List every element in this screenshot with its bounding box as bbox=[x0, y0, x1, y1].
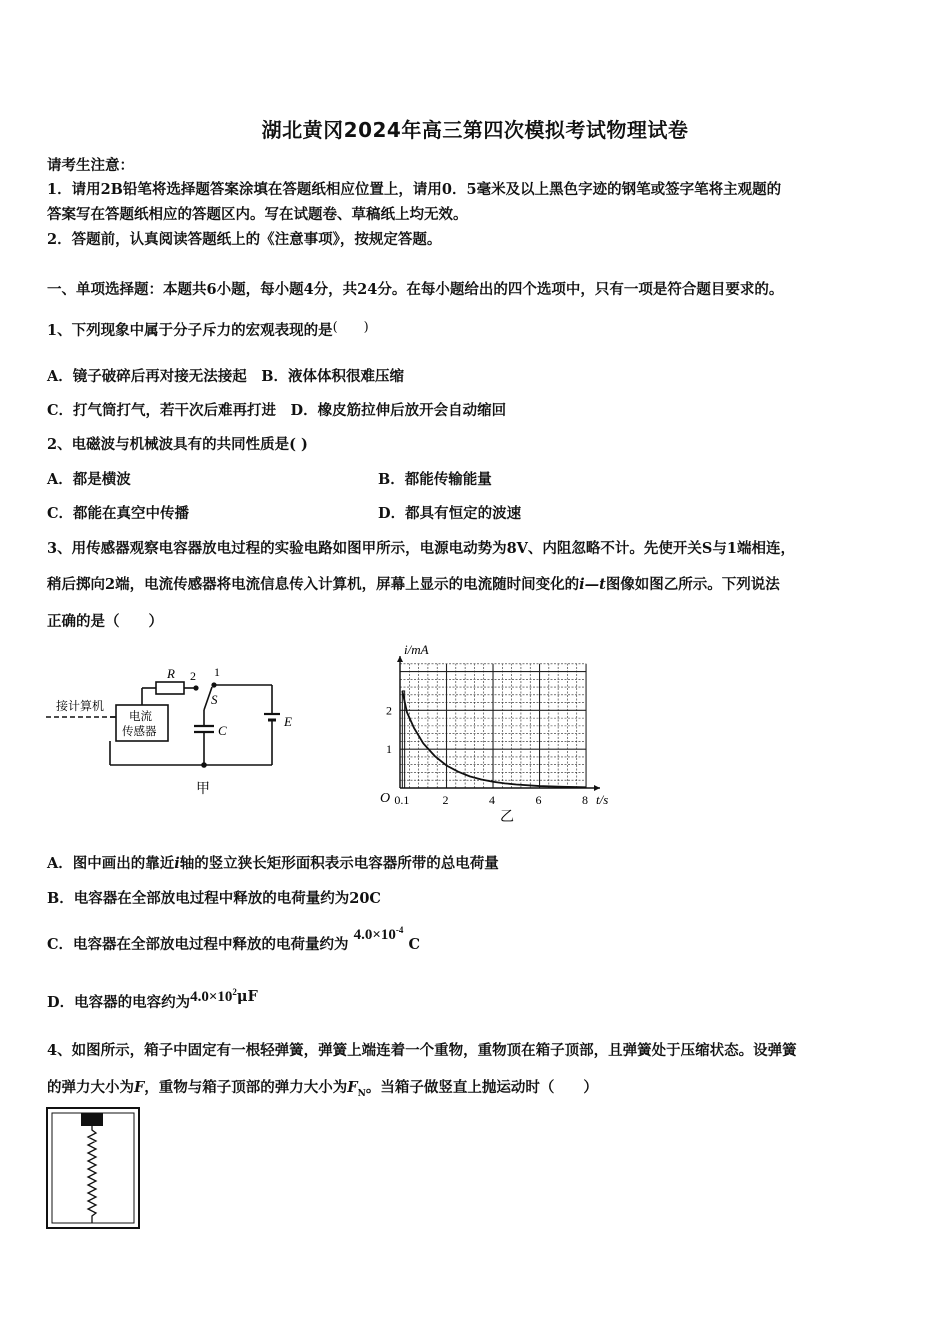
q4-line2-c: 。当箱子做竖直上抛运动时（ ） bbox=[365, 1079, 598, 1096]
narrow-rect-bar bbox=[402, 691, 404, 788]
q1-stem bbox=[47, 316, 369, 340]
y-axis-arrow bbox=[397, 656, 403, 662]
q3-option-d-pre: D．电容器的电容约为 bbox=[47, 994, 191, 1011]
q1-options-ab: A．镜子破碎后再对接无法接起 B．液体体积很难压缩 bbox=[47, 368, 405, 385]
q4-stem-line1: 4、如图所示，箱子中固定有一根轻弹簧，弹簧上端连着一个重物，重物顶在箱子顶部，且弹簧处于压缩状态。设弹簧 bbox=[47, 1042, 797, 1059]
notice-item-1a: 1．请用2B铅笔将选择题答案涂填在答题纸相应位置上，请用0．5毫米及以上黑色字迹的钢笔或签字笔将主观题的 bbox=[47, 181, 782, 198]
q4-line2-a: 的弹力大小为 bbox=[47, 1079, 134, 1096]
spring-coil bbox=[88, 1126, 96, 1223]
pos1-label: 1 bbox=[214, 665, 220, 679]
q3-option-c-expr bbox=[354, 927, 404, 943]
e-label: E bbox=[284, 714, 292, 729]
chart-grid bbox=[400, 664, 586, 788]
q2-option-d: D．都具有恒定的波速 bbox=[378, 505, 522, 522]
it-chart bbox=[378, 640, 628, 825]
origin-label: O bbox=[380, 791, 391, 806]
q4-FN-symbol: F bbox=[347, 1079, 358, 1096]
pos2-label: 2 bbox=[190, 669, 196, 683]
y-tick-label: 1 bbox=[386, 742, 392, 757]
q3-option-c-unit: C bbox=[408, 936, 421, 953]
q4-F-symbol: F bbox=[134, 1079, 145, 1096]
q1-paren: ( ) bbox=[332, 320, 369, 335]
contact-2 bbox=[194, 686, 198, 690]
x-tick-label: 8 bbox=[582, 793, 589, 807]
q1-options-cd: C．打气筒打气，若干次后难再打进 D．橡皮筋拉伸后放开会自动缩回 bbox=[47, 402, 507, 419]
q2-option-b: B．都能传输能量 bbox=[378, 471, 492, 488]
spring-box-diagram bbox=[45, 1106, 141, 1230]
weight-block bbox=[81, 1113, 103, 1126]
computer-label: 接计算机 bbox=[56, 699, 105, 713]
q2-option-a: A．都是横波 bbox=[47, 471, 131, 488]
chart-bar bbox=[402, 691, 404, 788]
q4-line2-b: ，重物与箱子顶部的弹力大小为 bbox=[144, 1079, 348, 1096]
y-tick-label: 2 bbox=[386, 703, 392, 718]
x-axis-label: t/s bbox=[596, 792, 609, 807]
c-label: C bbox=[218, 723, 227, 738]
q3-option-d-val: 4.0×10 bbox=[190, 989, 233, 1005]
q2-stem: 2、电磁波与机械波具有的共同性质是( ) bbox=[47, 436, 308, 453]
q3-stem-line2 bbox=[47, 573, 780, 594]
q3-option-d bbox=[47, 987, 258, 1012]
sensor-label-1: 电流 bbox=[129, 711, 152, 723]
x-axis-arrow bbox=[594, 785, 600, 791]
x-tick-label: 4 bbox=[489, 793, 496, 807]
discharge-curve bbox=[402, 691, 586, 787]
q1-stem-text: 1、下列现象中属于分子斥力的宏观表现的是 bbox=[47, 322, 333, 339]
resistor bbox=[156, 682, 184, 694]
q4-N-subscript: N bbox=[357, 1088, 366, 1099]
notice-heading: 请考生注意： bbox=[47, 157, 134, 174]
x-tick-label: 6 bbox=[535, 793, 542, 807]
q3-stem-line1: 3、用传感器观察电容器放电过程的实验电路如图甲所示，电源电动势为8V、内阻忽略不计。先使开关S与1端相连， bbox=[47, 540, 795, 557]
q3-option-a-post: 轴的竖立狭长矩形面积表示电容器所带的总电荷量 bbox=[179, 855, 499, 872]
q3-option-c-pre: C．电容器在全部放电过程中释放的电荷量约为 bbox=[47, 936, 349, 953]
q3-stem-line3: 正确的是（ ） bbox=[47, 613, 163, 630]
circuit-diagram bbox=[44, 660, 324, 820]
q3-option-d-exp: 2 bbox=[232, 987, 237, 997]
section-heading: 一、单项选择题：本题共6小题，每小题4分，共24分。在每小题给出的四个选项中，只有一项是符合题目要求的。 bbox=[47, 281, 784, 298]
y-axis-label: i/mA bbox=[404, 642, 429, 657]
notice-item-2: 2．答题前，认真阅读答题纸上的《注意事项》，按规定答题。 bbox=[47, 231, 442, 248]
q3-it-symbol: i—t bbox=[579, 576, 606, 593]
q3-stem-line2-a: 稍后掷向2端，电流传感器将电流信息传入计算机，屏幕上显示的电流随时间变化的 bbox=[47, 576, 580, 593]
q3-option-d-unit: μF bbox=[236, 988, 258, 1005]
s-label: S bbox=[211, 692, 218, 707]
q3-option-d-expr bbox=[190, 989, 237, 1005]
q3-option-c-exp: -4 bbox=[395, 925, 404, 935]
notice-item-1b: 答案写在答题纸相应的答题区内。写在试题卷、草稿纸上均无效。 bbox=[47, 206, 468, 223]
q3-option-a-i: i bbox=[174, 855, 180, 872]
q3-option-a bbox=[47, 852, 499, 873]
sensor-label-2: 传感器 bbox=[122, 726, 157, 738]
q3-option-c bbox=[47, 925, 421, 954]
chart-caption: 乙 bbox=[500, 810, 514, 825]
q3-stem-line2-b: 图像如图乙所示。下列说法 bbox=[605, 576, 780, 593]
chart-series bbox=[402, 691, 586, 787]
q2-option-c: C．都能在真空中传播 bbox=[47, 505, 190, 522]
q3-option-b: B．电容器在全部放电过程中释放的电荷量约为20C bbox=[47, 890, 381, 907]
x-tick-label: 0.1 bbox=[394, 793, 410, 807]
q3-option-c-val: 4.0×10 bbox=[353, 927, 396, 943]
r-label: R bbox=[167, 666, 175, 681]
x-tick-label: 2 bbox=[442, 793, 449, 807]
circuit-caption: 甲 bbox=[196, 782, 210, 797]
q4-stem-line2 bbox=[47, 1076, 598, 1099]
chart-axes bbox=[397, 656, 600, 791]
page-title: 湖北黄冈2024年高三第四次模拟考试物理试卷 bbox=[261, 118, 689, 142]
q3-option-a-pre: A．图中画出的靠近 bbox=[47, 855, 175, 872]
